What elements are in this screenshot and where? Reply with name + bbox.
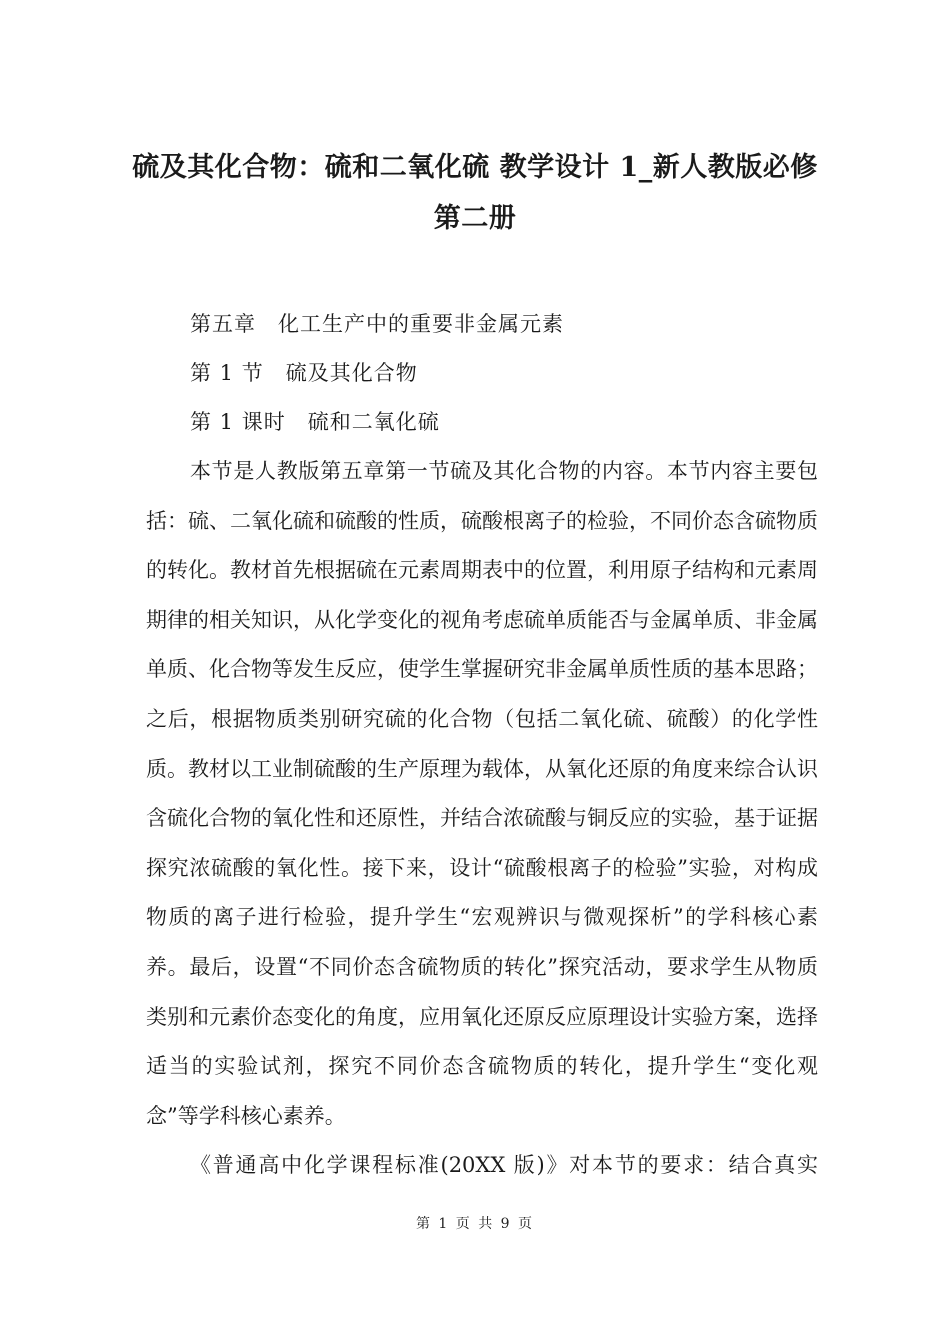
intro-paragraph: 本节是人教版第五章第一节硫及其化合物的内容。本节内容主要包括：硫、二氧化硫和硫酸的性质，硫酸根离子的检验，不同价态含硫物质的转化。教材首先根据硫在元素周期表中的位置，利用原子结构和元素周期律的相关知识，从化学变化的视角考虑硫单质能否与金属单质、非金属单质、化合物等发生反应，使学生掌握研究非金属单质性质的基本思路；之后，根据物质类别研究硫的化合物（包括二氧化硫、硫酸）的化学性质。教材以工业制硫酸的生产原理为载体，从氧化还原的角度来综合认识含硫化合物的氧化性和还原性，并结合浓硫酸与铜反应的实验，基于证据探究浓硫酸的氧化性。接下来，设计“硫酸根离子的检验”实验，对构成物质的离子进行检验，提升学生“宏观辨识与微观探析”的学科核心素养。最后，设置“不同价态含硫物质的转化”探究活动，要求学生从物质类别和元素价态变化的角度，应用氧化还原反应原理设计实验方案，选择适当的实验试剂，探究不同价态含硫物质的转化，提升学生“变化观念”等学科核心素养。 bbox=[146, 459, 818, 1128]
section-heading: 第 1 节 硫及其化合物 bbox=[190, 361, 418, 385]
document-body bbox=[146, 300, 818, 1191]
chapter-heading: 第五章 化工生产中的重要非金属元素 bbox=[190, 312, 564, 336]
document-title: 硫及其化合物：硫和二氧化硫 教学设计 1_新人教版必修第二册 bbox=[132, 152, 818, 234]
page-number-footer: 第 1 页 共 9 页 bbox=[415, 1216, 535, 1232]
curriculum-paragraph: 《普通高中化学课程标准(20XX 版)》对本节的要求：结合真实 bbox=[190, 1153, 818, 1178]
lesson-heading: 第 1 课时 硫和二氧化硫 bbox=[190, 410, 440, 434]
